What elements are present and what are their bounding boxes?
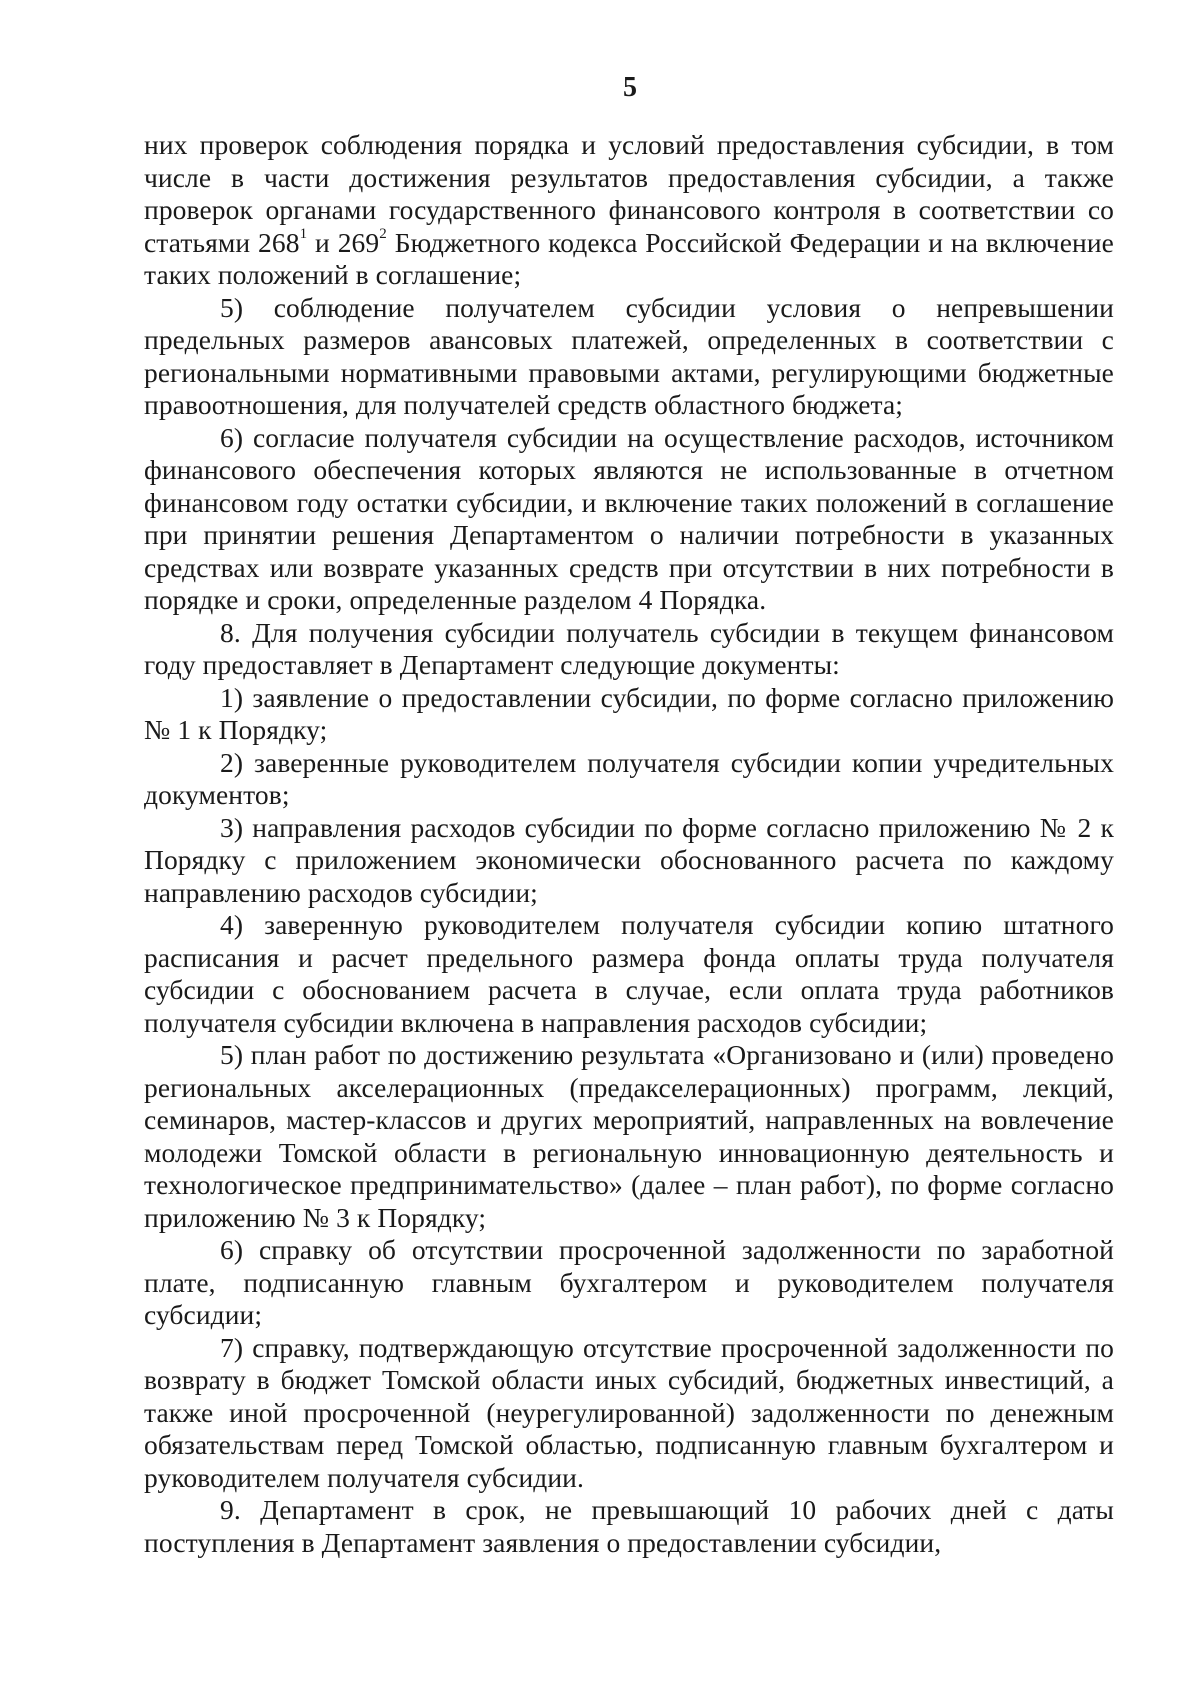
- paragraph-section-8: 8. Для получения субсидии получатель субсидии в текущем финансовом году предоставляет в Департамент следующие документы:: [144, 616, 1114, 680]
- paragraph-doc-1-application: 1) заявление о предоставлении субсидии, по форме согласно приложению № 1 к Порядку;: [144, 681, 1114, 745]
- page-number: 5: [623, 72, 637, 103]
- paragraph-doc-2-founding-documents: 2) заверенные руководителем получателя субсидии копии учредительных документов;: [144, 746, 1114, 810]
- paragraph-doc-5-work-plan: 5) план работ по достижению результата «Организовано и (или) проведено региональных акселерационных (предакселерационных) программ, лекций, семинаров, мастер-классов и других мероприятий, направленных на вовлечение молодежи Томской области в региональную инновационную деятельность и технологическое предпринимательство» (далее – план работ), по форме согласно приложению № 3 к Порядку;: [144, 1039, 1114, 1233]
- superscript: 2: [379, 226, 387, 243]
- paragraph-item-5-advance-payments: 5) соблюдение получателем субсидии условия о непревышении предельных размеров авансовых платежей, определенных в соответствии с региональными нормативными правовыми актами, регулирующими бюджетные правоотношения, для получателей средств областного бюджета;: [144, 291, 1114, 420]
- superscript: 1: [299, 226, 308, 243]
- paragraph-doc-3-expense-directions: 3) направления расходов субсидии по форме согласно приложению № 2 к Порядку с приложением экономически обоснованного расчета по каждому направлению расходов субсидии;: [144, 811, 1114, 908]
- paragraph-item-6-unused-balances: 6) согласие получателя субсидии на осуществление расходов, источником финансового обеспечения которых являются не использованные в отчетном финансовом году остатки субсидии, и включение таких положений в соглашение при принятии решения Департаментом о наличии потребности в указанных средствах или возврате указанных средств при отсутствии в них потребности в порядке и сроки, определенные разделом 4 Порядка.: [144, 421, 1114, 615]
- paragraph-continuation: них проверок соблюдения порядка и условий предоставления субсидии, в том числе в части достижения результатов предоставления субсидии, а также проверок органами государственного финансового контроля в соответствии со статьями $268^1$ и $269^2$ Бюджетного кодекса Российской Федерации и на включение таких положений в соглашение;: [144, 129, 1114, 290]
- paragraph-doc-4-staff-schedule: 4) заверенную руководителем получателя субсидии копию штатного расписания и расчет предельного размера фонда оплаты труда получателя субсидии с обоснованием расчета в случае, если оплата труда работников получателя субсидии включена в направления расходов субсидии;: [144, 909, 1114, 1038]
- paragraph-doc-6-salary-certificate: 6) справку об отсутствии просроченной задолженности по заработной плате, подписанную главным бухгалтером и руководителем получателя субсидии;: [144, 1234, 1114, 1330]
- paragraph-section-9: 9. Департамент в срок, не превышающий 10 рабочих дней с даты поступления в Департамент заявления о предоставлении субсидии,: [144, 1494, 1114, 1558]
- paragraph-doc-7-debt-certificate: 7) справку, подтверждающую отсутствие просроченной задолженности по возврату в бюджет Томской области иных субсидий, бюджетных инвестиций, а также иной просроченной (неурегулированной) задолженности по денежным обязательствам перед Томской областью, подписанную главным бухгалтером и руководителем получателя субсидии.: [144, 1331, 1114, 1493]
- document-body: [144, 129, 1114, 1559]
